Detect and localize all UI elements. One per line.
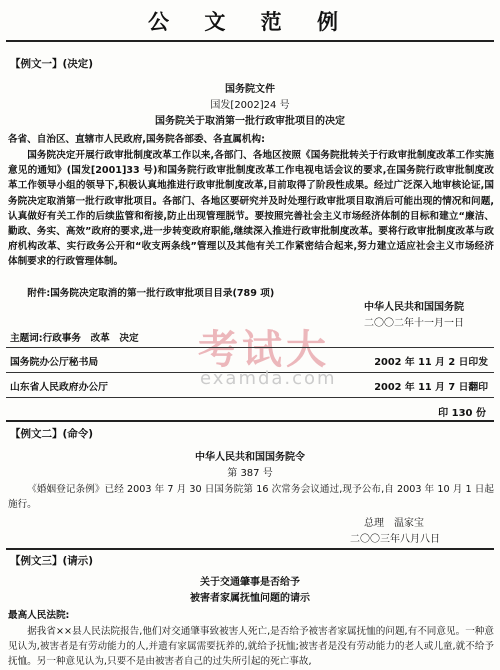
doc-title: 国务院关于取消第一批行政审批项目的决定 — [155, 116, 345, 127]
divider — [6, 347, 494, 348]
ex1-body: 国务院决定开展行政审批制度改革工作以来,各部门、各地区按照《国务院批转关于行政审批制度改革工作实施意见的通知》(国发[2001]33 号)和国务院行政审批制度改革工作电视电话会议的要求,在国务院行政审批制度改革工作领导小组的领导下,积极认真地推进行政审批制度改革,目前取得了阶段性成果。经过广泛深入地审核论证,国务院决定取消第一批行政审批项目。各部门、各地区要研究并及时处理行政审批项目取消后可能出现的情况和问题,认真做好有关工作的后续监管和衔接,防止出现管理脱节。要按照完善社会主义市场经济体制的目标和建立“廉洁、勤政、务实、高效”政府的要求,进一步转变政府职能,继续深入推进行政审批制度改革。要将行政审批制度改革与政府机构改革、实行政务公开和“收支两条线”管理以及其他有关工作紧密结合起来,努力建立适应社会主义市场经济体制要求的行政管理体制。 — [8, 150, 494, 268]
section-divider — [6, 420, 494, 422]
doc-header: 国务院文件 — [225, 84, 275, 95]
reprint-date: 2002 年 11 月 7 日翻印 — [374, 382, 488, 393]
example-three-label: 【例文三】(请示) — [10, 555, 94, 567]
decree-header: 中华人民共和国国务院令 — [195, 452, 305, 463]
ex2-date: 二〇〇三年八月八日 — [350, 534, 440, 545]
ex1-salutation: 各省、自治区、直辖市人民政府,国务院各部委、各直属机构: — [8, 134, 265, 145]
ex2-signer: 总理 温家宝 — [364, 518, 424, 529]
watermark-logo: 考试大 — [198, 327, 330, 373]
ex3-body: 据我省××县人民法院报告,他们对交通肇事致被害人死亡,是否给予被害者家属抚恤的问题,有不同意见。一种意见认为,被害者是有劳动能力的人,并遗有家属需要抚养的,就给予抚恤;被害者是没有劳动能力的老人或儿童,就不给予抚恤。另一种意见认为,只要不是由被害者自己的过失所引起的死亡事故, — [8, 626, 494, 668]
divider — [6, 397, 494, 398]
doc-number: 国发[2002]24 号 — [210, 100, 290, 111]
reprint-office: 山东省人民政府办公厅 — [10, 382, 108, 393]
ex3-salutation: 最高人民法院: — [8, 610, 70, 621]
ex2-body: 《婚姻登记条例》已经 2003 年 7 月 30 日国务院第 16 次常务会议通过,现予公布,自 2003 年 10 月 1 日起施行。 — [8, 484, 494, 511]
watermark-url: examda.com — [200, 368, 337, 389]
decree-number: 第 387 号 — [227, 468, 273, 479]
ex1-subject: 主题词:行政事务 改革 决定 — [10, 333, 139, 344]
print-date: 2002 年 11 月 2 日印发 — [374, 357, 488, 368]
print-row-2 — [10, 379, 488, 393]
request-title-line2: 被害者家属抚恤问题的请示 — [190, 593, 310, 604]
example-two-label: 【例文二】(命令) — [10, 428, 94, 440]
request-title-line1: 关于交通肇事是否给予 — [200, 577, 300, 588]
page-title: 公 文 范 例 — [148, 9, 352, 34]
example-one-label: 【例文一】(决定) — [10, 58, 94, 70]
section-divider — [6, 548, 494, 550]
ex1-attachment: 附件:国务院决定取消的第一批行政审批项目目录(789 项) — [27, 288, 275, 299]
title-divider — [6, 40, 494, 42]
copies: 印 130 份 — [438, 408, 486, 419]
ex1-signer: 中华人民共和国国务院 — [364, 302, 464, 313]
print-row-1 — [10, 354, 488, 368]
issuer-office: 国务院办公厅秘书局 — [10, 357, 99, 368]
ex1-date: 二〇〇二年十一月一日 — [364, 318, 464, 329]
